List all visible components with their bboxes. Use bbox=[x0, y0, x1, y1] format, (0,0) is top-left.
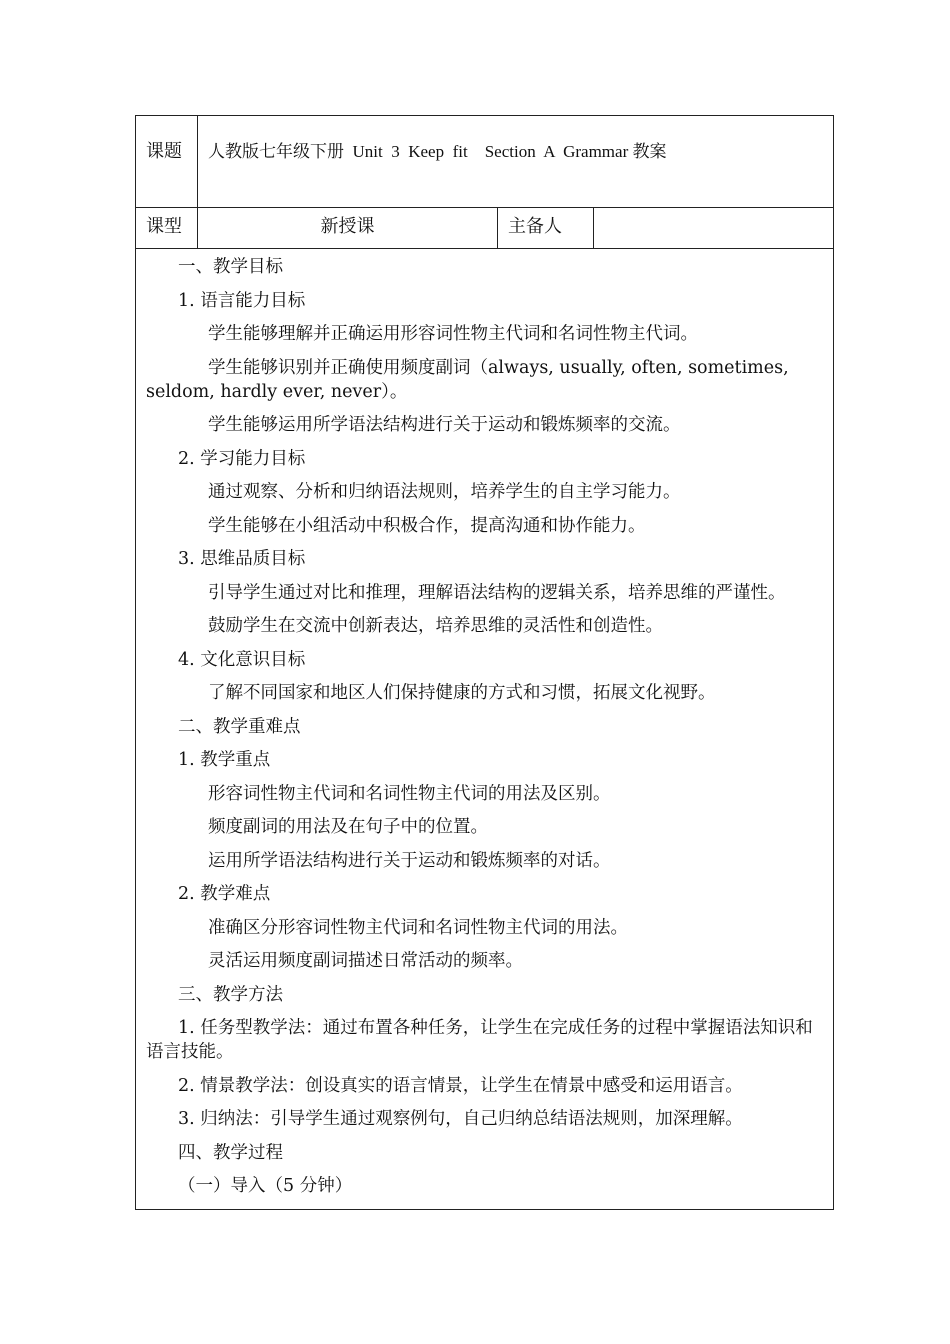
topic-label: 课题 bbox=[136, 116, 198, 208]
preparer-value bbox=[594, 208, 834, 249]
content-cell bbox=[136, 249, 834, 1210]
subsection-heading: 2. 教学难点 bbox=[178, 884, 271, 904]
subsection-heading: 3. 思维品质目标 bbox=[178, 549, 306, 569]
content-row bbox=[136, 249, 834, 1210]
paragraph: 学生能够运用所学语法结构进行关于运动和锻炼频率的交流。 bbox=[208, 415, 681, 435]
topic-row bbox=[136, 116, 834, 208]
type-row bbox=[136, 208, 834, 249]
paragraph: 3. 归纳法：引导学生通过观察例句，自己归纳总结语法规则，加深理解。 bbox=[178, 1109, 743, 1129]
section-heading: 一、教学目标 bbox=[178, 257, 283, 277]
subsection-heading: （一）导入（5 分钟） bbox=[178, 1176, 353, 1196]
paragraph: 准确区分形容词性物主代词和名词性物主代词的用法。 bbox=[208, 917, 628, 938]
topic-value: 人教版七年级下册 Unit 3 Keep fit Section A Grammar 教案 bbox=[198, 116, 834, 208]
paragraph: 学生能够理解并正确运用形容词性物主代词和名词性物主代词。 bbox=[208, 324, 698, 344]
paragraph: 鼓励学生在交流中创新表达，培养思维的灵活性和创造性。 bbox=[208, 616, 663, 636]
subsection-heading: 1. 教学重点 bbox=[178, 750, 271, 770]
paragraph: 学生能够在小组活动中积极合作，提高沟通和协作能力。 bbox=[208, 515, 646, 536]
section-heading: 二、教学重难点 bbox=[178, 716, 301, 737]
paragraph: 运用所学语法结构进行关于运动和锻炼频率的对话。 bbox=[208, 850, 611, 871]
type-value: 新授课 bbox=[198, 208, 498, 249]
paragraph: 形容词性物主代词和名词性物主代词的用法及区别。 bbox=[208, 783, 611, 804]
lesson-plan-table bbox=[135, 115, 834, 1210]
section-heading: 四、教学过程 bbox=[178, 1142, 283, 1163]
section-heading: 三、教学方法 bbox=[178, 984, 283, 1005]
paragraph: 通过观察、分析和归纳语法规则，培养学生的自主学习能力。 bbox=[208, 482, 681, 502]
paragraph: 了解不同国家和地区人们保持健康的方式和习惯，拓展文化视野。 bbox=[208, 683, 716, 703]
paragraph: 1. 任务型教学法：通过布置各种任务，让学生在完成任务的过程中掌握语法知识和语言技能。 bbox=[146, 1018, 813, 1062]
subsection-heading: 1. 语言能力目标 bbox=[178, 290, 306, 311]
paragraph: 学生能够识别并正确使用频度副词（always, usually, often, sometimes, seldom, hardly ever, never）。 bbox=[146, 357, 789, 402]
paragraph: 灵活运用频度副词描述日常活动的频率。 bbox=[208, 951, 523, 971]
paragraph: 2. 情景教学法：创设真实的语言情景，让学生在情景中感受和运用语言。 bbox=[178, 1075, 743, 1096]
subsection-heading: 4. 文化意识目标 bbox=[178, 649, 306, 670]
subsection-heading: 2. 学习能力目标 bbox=[178, 448, 306, 469]
paragraph: 引导学生通过对比和推理，理解语法结构的逻辑关系，培养思维的严谨性。 bbox=[208, 582, 786, 603]
preparer-label: 主备人 bbox=[498, 208, 594, 249]
type-label: 课型 bbox=[136, 208, 198, 249]
paragraph: 频度副词的用法及在句子中的位置。 bbox=[208, 817, 488, 837]
